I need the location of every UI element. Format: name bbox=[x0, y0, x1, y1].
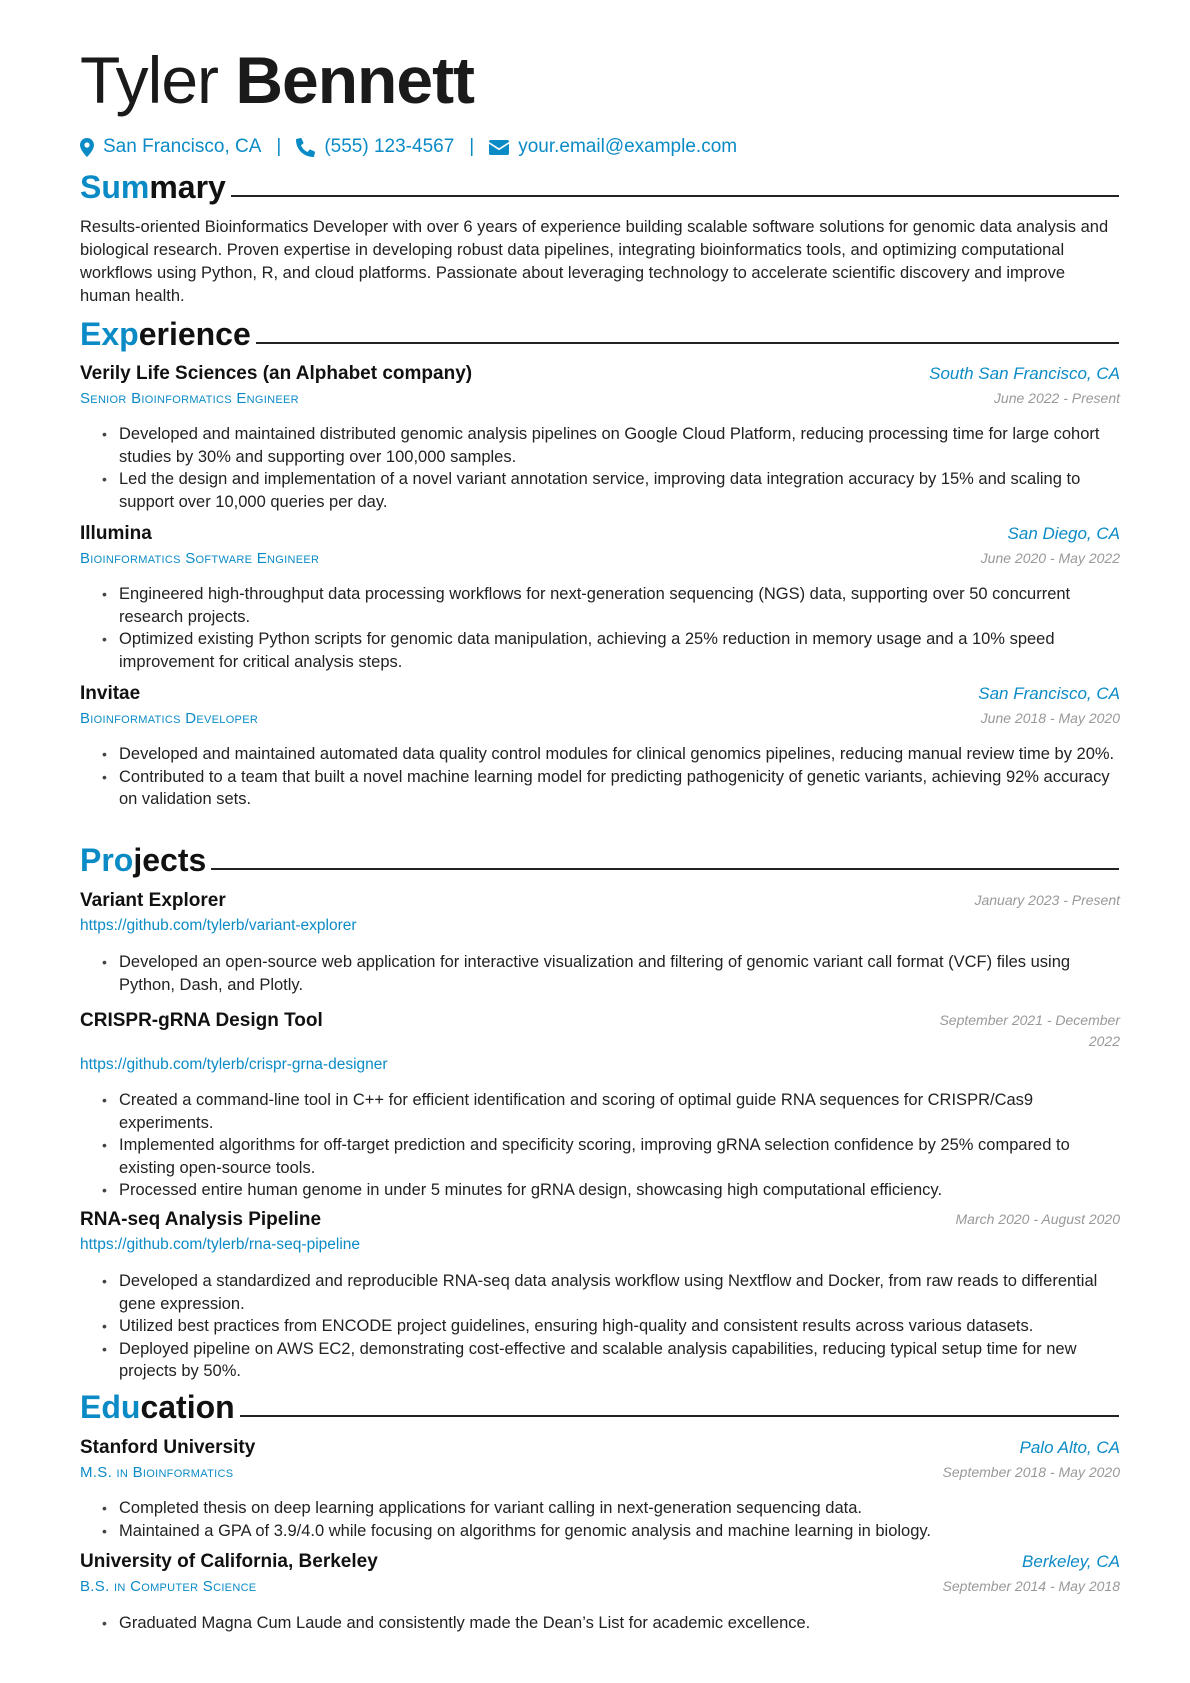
school-dates: September 2014 - May 2018 bbox=[942, 1578, 1120, 1594]
section-rule bbox=[211, 868, 1119, 870]
job-role: Bioinformatics Software Engineer bbox=[80, 550, 320, 567]
contact-line bbox=[80, 132, 737, 162]
phone-icon bbox=[296, 138, 315, 157]
section-title: Experience bbox=[80, 316, 251, 352]
contact-separator: | bbox=[276, 136, 282, 157]
project-bullets bbox=[80, 951, 1120, 996]
list-item: • Graduated Magna Cum Laude and consistently made the Dean’s List for academic excellence. bbox=[80, 1612, 1120, 1635]
job-dates: June 2020 - May 2022 bbox=[980, 550, 1120, 566]
school-dates: September 2018 - May 2020 bbox=[942, 1464, 1120, 1480]
job-company: Verily Life Sciences (an Alphabet company) bbox=[80, 363, 473, 384]
project-bullets bbox=[80, 1270, 1120, 1383]
section-rule bbox=[256, 342, 1119, 344]
list-item: • Deployed pipeline on AWS EC2, demonstrating cost-effective and scalable analysis capabilities, reducing typical setup time for new projects by 50%. bbox=[80, 1338, 1120, 1383]
school-name: University of California, Berkeley bbox=[80, 1551, 378, 1572]
section-rule bbox=[240, 1415, 1119, 1417]
list-item: • Developed and maintained distributed genomic analysis pipelines on Google Cloud Platform, reducing processing time for large cohort studies by 30% and supporting over 100,000 samples. bbox=[80, 423, 1120, 468]
list-item: • Optimized existing Python scripts for genomic data manipulation, achieving a 25% reduction in memory usage and a 10% speed improvement for critical analysis steps. bbox=[80, 628, 1120, 673]
job-bullets bbox=[80, 743, 1120, 811]
section-title: Projects bbox=[80, 842, 207, 878]
summary-section-heading bbox=[80, 165, 1119, 205]
school-location: Palo Alto, CA bbox=[1019, 1438, 1120, 1457]
list-item: • Led the design and implementation of a novel variant annotation service, improving data integration accuracy by 15% and scaling to support over 10,000 queries per day. bbox=[80, 468, 1120, 513]
project-link[interactable]: https://github.com/tylerb/variant-explorer bbox=[80, 917, 357, 934]
contact-email[interactable] bbox=[489, 136, 737, 158]
school-degree: M.S. in Bioinformatics bbox=[80, 1464, 234, 1481]
projects-section-heading bbox=[80, 838, 1119, 878]
phone-text[interactable]: (555) 123-4567 bbox=[324, 136, 455, 157]
project-name: Variant Explorer bbox=[80, 890, 226, 911]
project-link[interactable]: https://github.com/tylerb/crispr-grna-designer bbox=[80, 1056, 388, 1073]
summary-text: Results-oriented Bioinformatics Developer with over 6 years of experience building scalable software solutions for genomic data analysis and biological research. Proven expertise in developing robust data pipelines, integrating bioinformatics tools, and optimizing computational workflows using Python, R, and cloud platforms. Passionate about leveraging technology to accelerate scientific discovery and improve human health. bbox=[80, 218, 1109, 305]
list-item: • Contributed to a team that built a novel machine learning model for predicting pathogenicity of genetic variants, achieving 92% accuracy on validation sets. bbox=[80, 766, 1120, 811]
job-role: Senior Bioinformatics Engineer bbox=[80, 390, 299, 407]
project-link[interactable]: https://github.com/tylerb/rna-seq-pipeline bbox=[80, 1236, 361, 1253]
list-item: • Developed an open-source web application for interactive visualization and filtering of genomic variant call format (VCF) files using Python, Dash, and Plotly. bbox=[80, 951, 1120, 996]
list-item: • Developed a standardized and reproducible RNA-seq data analysis workflow using Nextflow and Docker, from raw reads to differential gene expression. bbox=[80, 1270, 1120, 1315]
job-role: Bioinformatics Developer bbox=[80, 710, 259, 727]
school-degree: B.S. in Computer Science bbox=[80, 1578, 257, 1595]
first-name: Tyler bbox=[80, 43, 219, 117]
contact-location bbox=[80, 136, 261, 158]
job-dates: June 2022 - Present bbox=[993, 390, 1120, 406]
candidate-name bbox=[80, 38, 474, 122]
last-name: Bennett bbox=[235, 43, 475, 117]
list-item: • Implemented algorithms for off-target prediction and specificity scoring, improving gRNA selection confidence by 25% compared to existing open-source tools. bbox=[80, 1134, 1120, 1179]
project-name: CRISPR-gRNA Design Tool bbox=[80, 1010, 323, 1031]
section-title: Education bbox=[80, 1389, 235, 1425]
section-title: Summary bbox=[80, 169, 226, 205]
school-bullets bbox=[80, 1497, 1120, 1542]
envelope-icon bbox=[489, 140, 509, 155]
job-company: Invitae bbox=[80, 683, 141, 704]
project-dates: March 2020 - August 2020 bbox=[955, 1211, 1120, 1227]
project-dates: January 2023 - Present bbox=[974, 892, 1120, 908]
education-section-heading bbox=[80, 1385, 1119, 1425]
list-item: • Completed thesis on deep learning applications for variant calling in next-generation sequencing data. bbox=[80, 1497, 1120, 1520]
location-text: San Francisco, CA bbox=[103, 136, 262, 157]
job-location: San Diego, CA bbox=[1007, 524, 1120, 543]
project-dates: September 2021 - December 2022 bbox=[939, 1012, 1120, 1049]
map-pin-icon bbox=[80, 138, 94, 157]
job-company: Illumina bbox=[80, 523, 152, 544]
job-bullets bbox=[80, 423, 1120, 513]
list-item: • Processed entire human genome in under 5 minutes for gRNA design, showcasing high computational efficiency. bbox=[80, 1179, 1120, 1202]
job-location: South San Francisco, CA bbox=[929, 364, 1120, 383]
list-item: • Developed and maintained automated data quality control modules for clinical genomics pipelines, reducing manual review time by 20%. bbox=[80, 743, 1120, 766]
job-bullets bbox=[80, 583, 1120, 673]
project-name: RNA-seq Analysis Pipeline bbox=[80, 1209, 322, 1230]
list-item: • Utilized best practices from ENCODE project guidelines, ensuring high-quality and consistent results across various datasets. bbox=[80, 1315, 1120, 1338]
section-rule bbox=[231, 195, 1119, 197]
email-link[interactable]: your.email@example.com bbox=[518, 136, 738, 157]
school-bullets bbox=[80, 1612, 1120, 1635]
list-item: • Engineered high-throughput data processing workflows for next-generation sequencing (NGS) data, supporting over 50 concurrent research projects. bbox=[80, 583, 1120, 628]
project-bullets bbox=[80, 1089, 1120, 1202]
job-dates: June 2018 - May 2020 bbox=[980, 710, 1120, 726]
school-location: Berkeley, CA bbox=[1022, 1552, 1120, 1571]
school-name: Stanford University bbox=[80, 1437, 256, 1458]
list-item: • Maintained a GPA of 3.9/4.0 while focusing on algorithms for genomic analysis and machine learning in biology. bbox=[80, 1520, 1120, 1543]
contact-phone[interactable] bbox=[296, 136, 454, 158]
list-item: • Created a command-line tool in C++ for efficient identification and scoring of optimal guide RNA sequences for CRISPR/Cas9 experiments. bbox=[80, 1089, 1120, 1134]
experience-section-heading bbox=[80, 312, 1119, 352]
job-location: San Francisco, CA bbox=[978, 684, 1120, 703]
contact-separator: | bbox=[469, 136, 475, 157]
